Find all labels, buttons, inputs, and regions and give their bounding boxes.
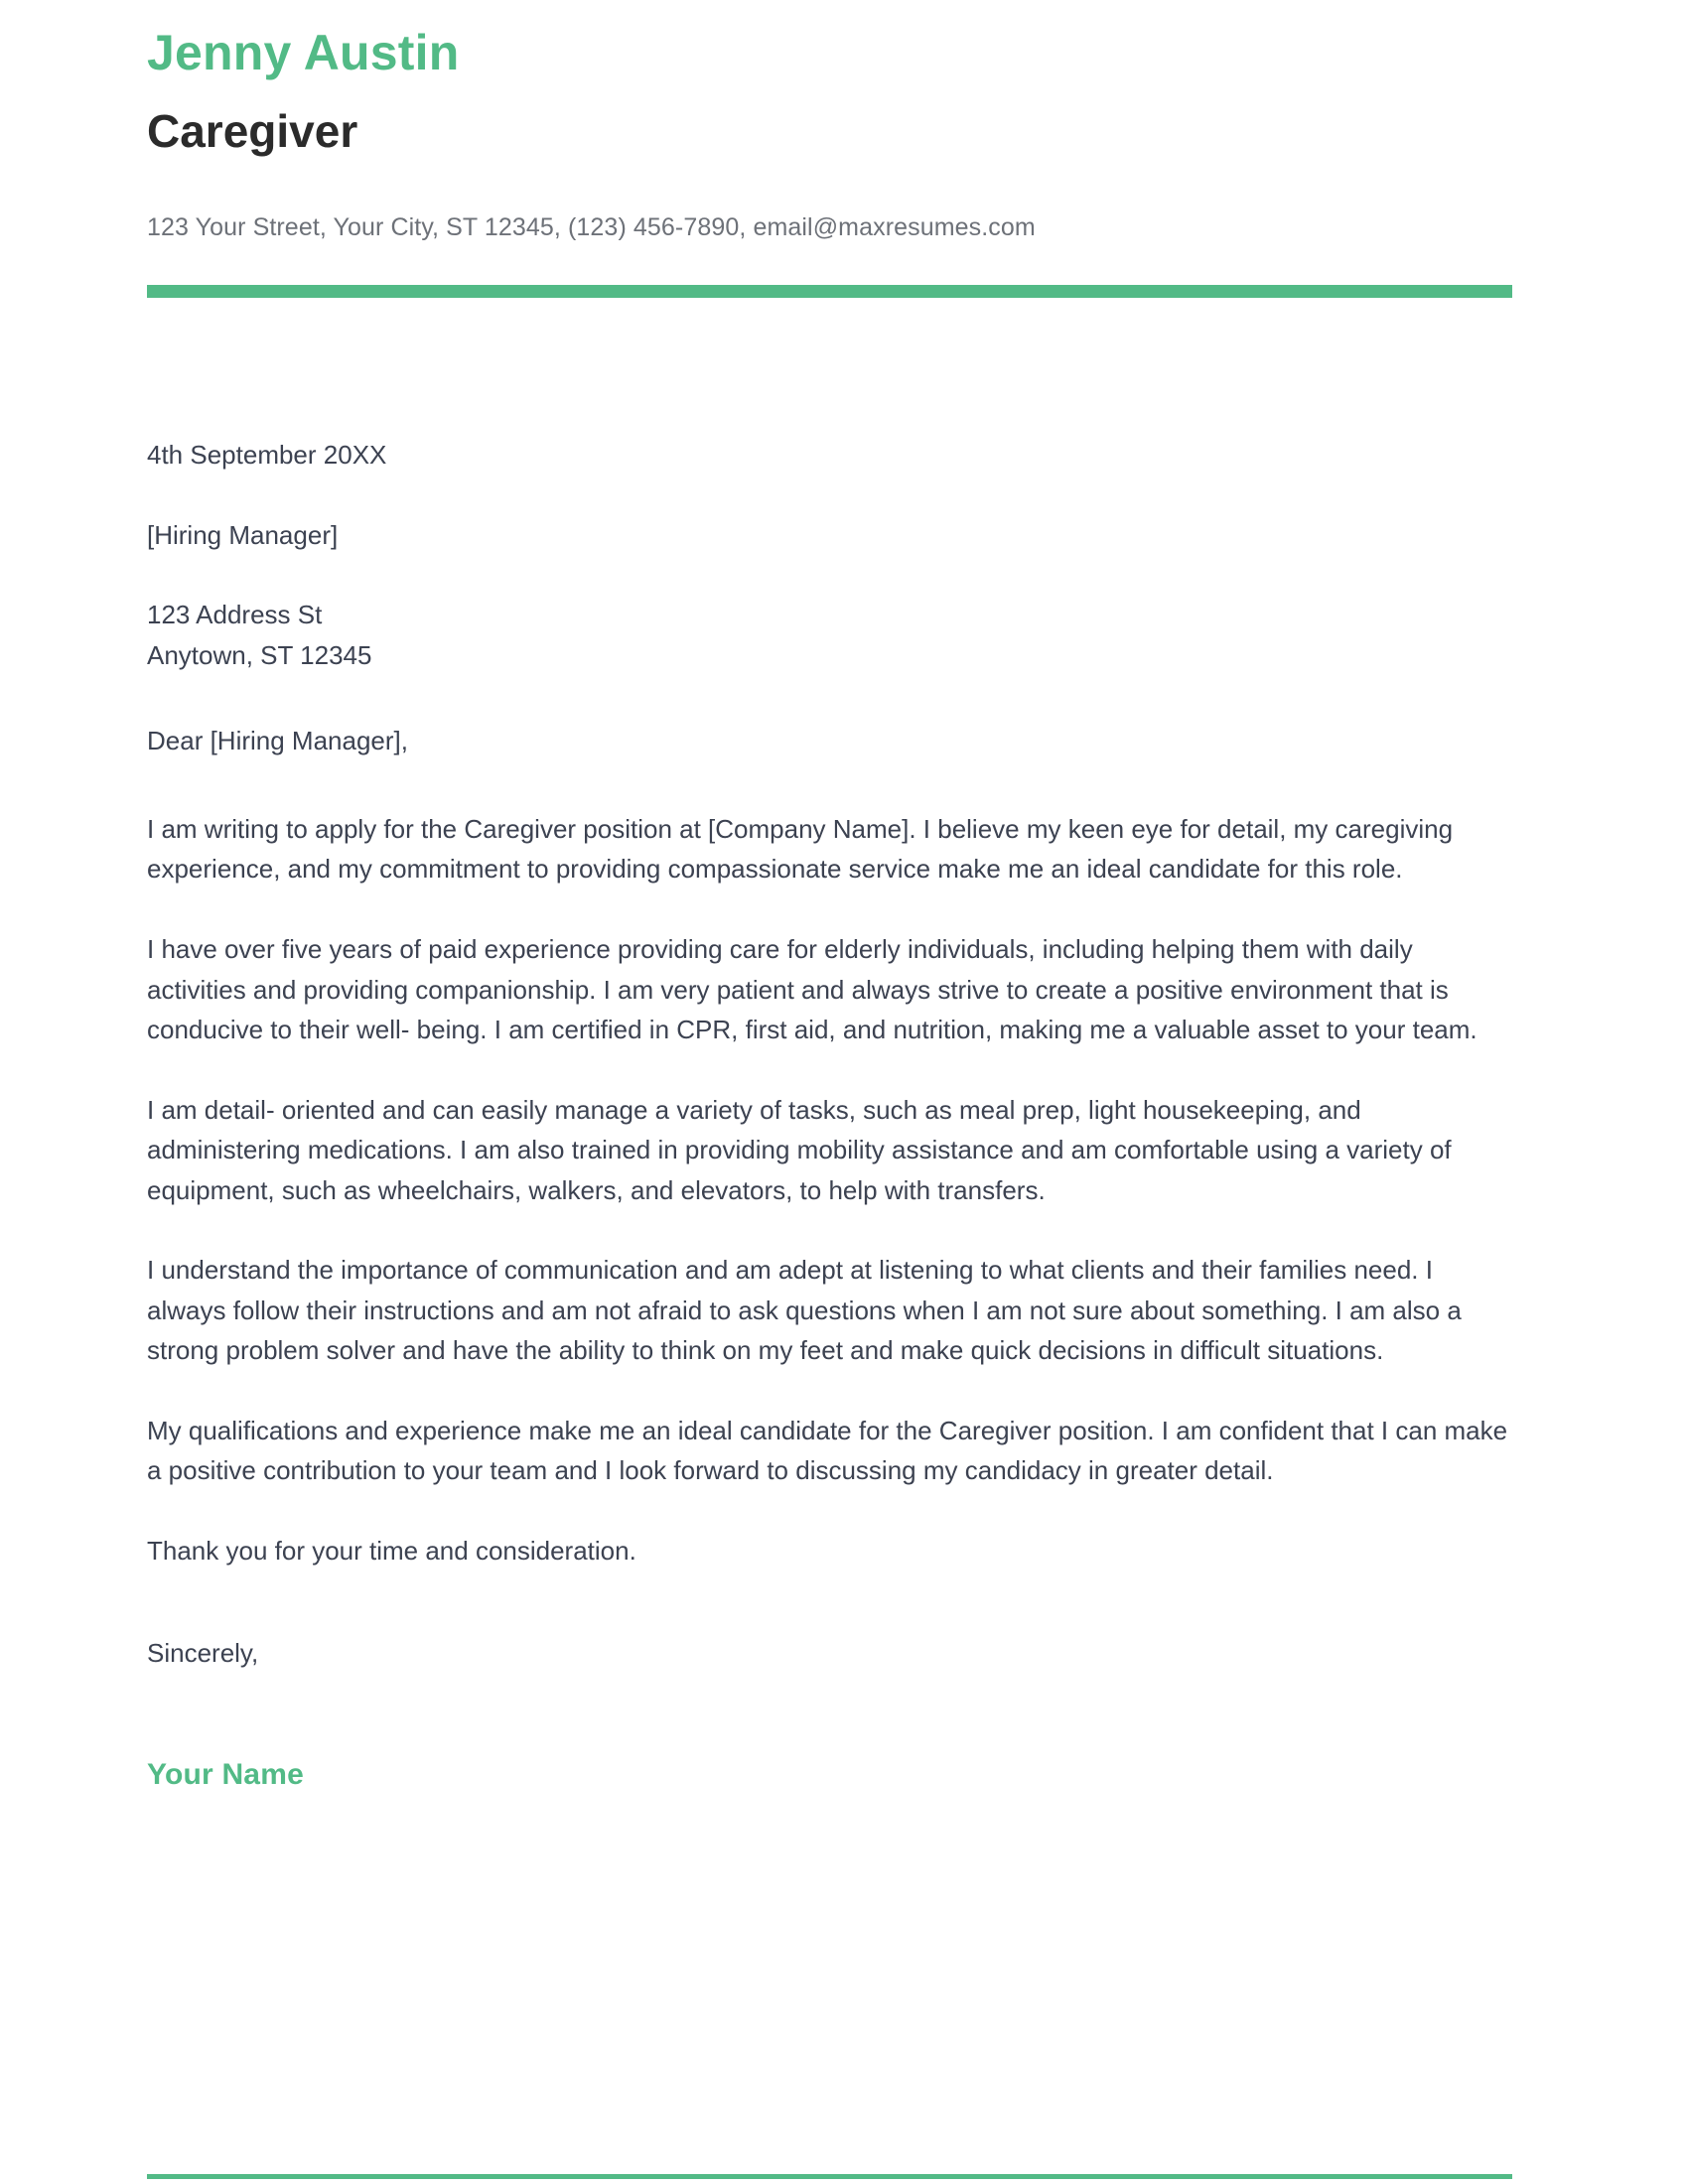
letter-body — [147, 435, 1512, 1799]
letter-paragraph-3: I am detail- oriented and can easily manage a variety of tasks, such as meal prep, light housekeeping, and administering medications. I am also trained in providing mobility assistance and am comfortable using a variety of equipment, such as wheelchairs, walkers, and elevators, to help with transfers. — [147, 1094, 1452, 1205]
salutation: Dear [Hiring Manager], — [147, 726, 408, 756]
letter-paragraph-4: I understand the importance of communication and am adept at listening to what clients and their families need. I always follow their instructions and am not afraid to ask questions when I am not sure about something. I am also a strong problem solver and have the ability to think on my feet and make quick decisions in difficult situations. — [147, 1255, 1462, 1366]
footer-divider-line — [147, 2174, 1512, 2179]
recipient-address — [147, 595, 1512, 675]
applicant-name: Jenny Austin — [147, 25, 460, 80]
sign-off: Sincerely, — [147, 1637, 259, 1668]
recipient-address-line-2: Anytown, ST 12345 — [147, 639, 372, 670]
header-divider-bar — [147, 285, 1512, 298]
letter-paragraph-5: My qualifications and experience make me an ideal candidate for the Caregiver position. I am confident that I can make a positive contribution to your team and I look forward to discussing my candidacy in greater detail. — [147, 1415, 1508, 1486]
recipient-address-line-1: 123 Address St — [147, 600, 323, 630]
letter-date: 4th September 20XX — [147, 440, 387, 471]
signature-name: Your Name — [147, 1758, 304, 1792]
job-title: Caregiver — [147, 105, 358, 157]
closing-thanks-line: Thank you for your time and consideration. — [147, 1536, 636, 1567]
letter-paragraph-1: I am writing to apply for the Caregiver position at [Company Name]. I believe my keen eye for detail, my caregiving experience, and my commitment to providing compassionate service make me an ideal candidate for this role. — [147, 813, 1454, 885]
letter-header — [147, 0, 1512, 298]
recipient-name: [Hiring Manager] — [147, 519, 339, 550]
contact-info-line: 123 Your Street, Your City, ST 12345, (123) 456-7890, email@maxresumes.com — [147, 213, 1036, 242]
letter-paragraph-2: I have over five years of paid experience providing care for elderly individuals, including helping them with daily activities and providing companionship. I am very patient and always strive to create a positive environment that is conducive to their well- being. I am certified in CPR, first aid, and nutrition, making me a valuable asset to your team. — [147, 934, 1477, 1045]
letter-sheet — [147, 0, 1512, 1799]
